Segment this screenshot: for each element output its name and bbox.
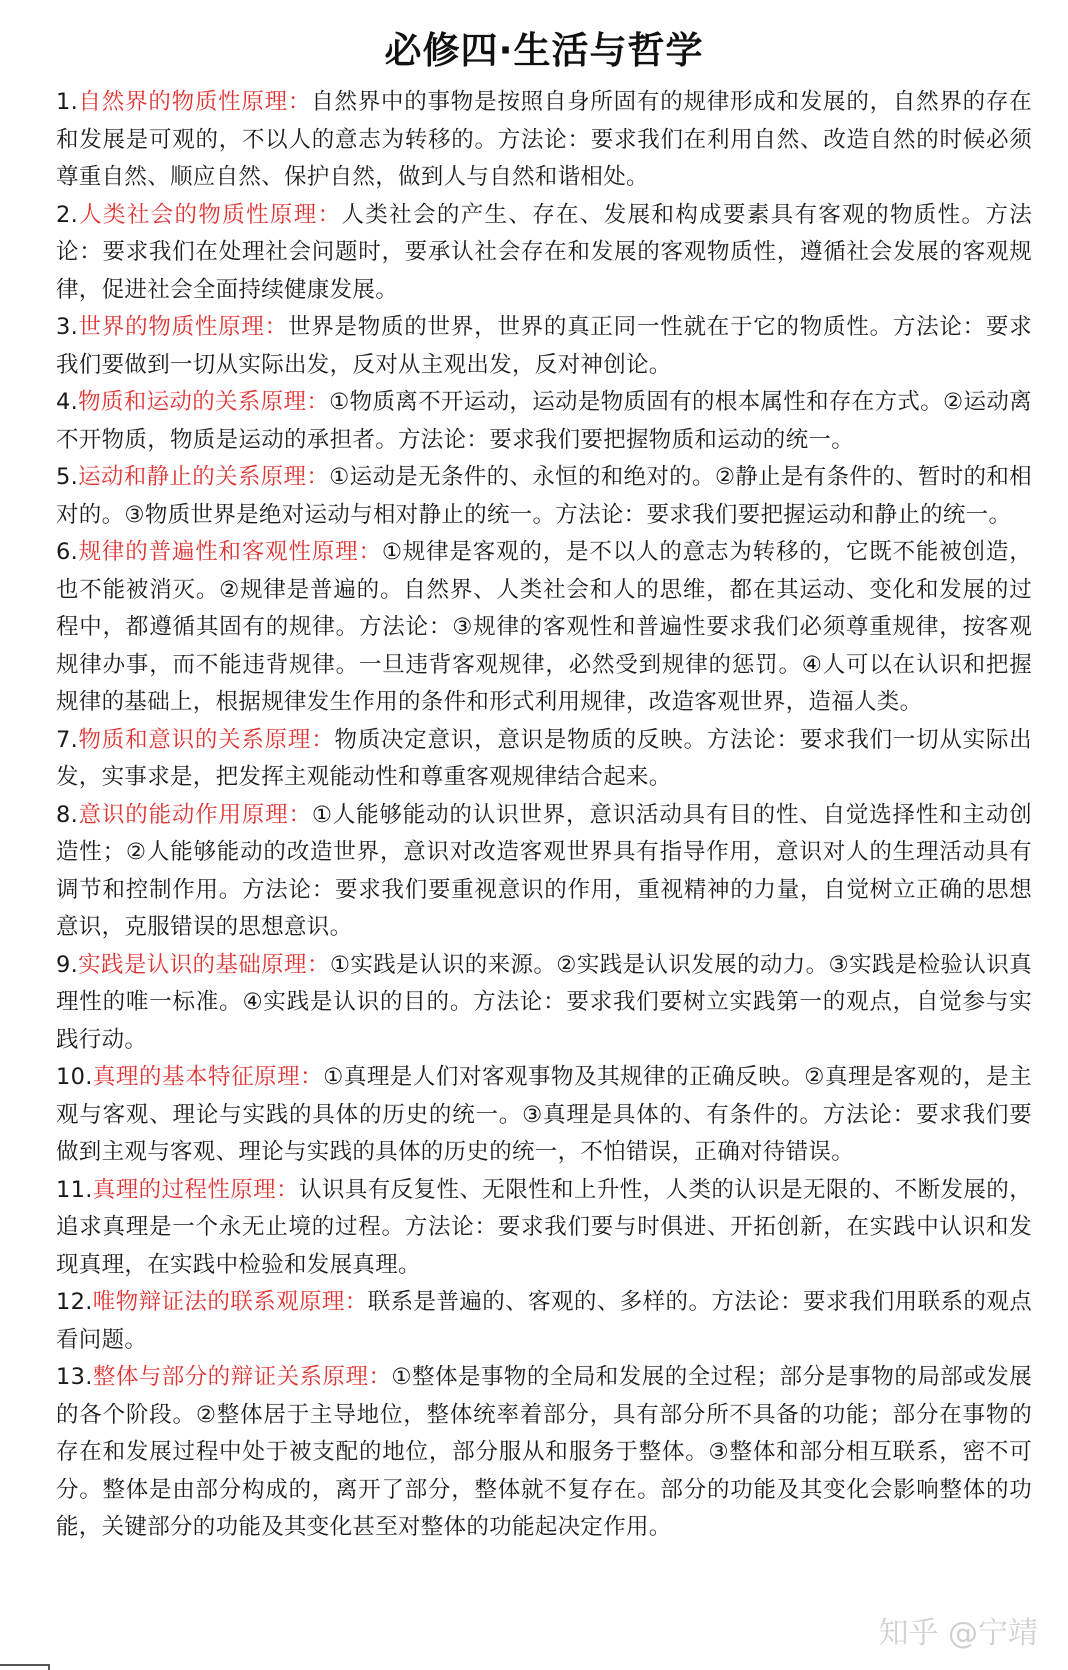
page-corner-mark (0, 1664, 50, 1670)
principle-item (56, 722, 1032, 797)
principle-item (56, 309, 1032, 384)
principle-number: 7. (56, 726, 79, 753)
principle-heading: 自然界的物质性原理： (78, 89, 312, 115)
principle-number: 6. (56, 539, 79, 565)
principle-number: 5. (56, 464, 79, 490)
principle-item (56, 84, 1032, 197)
principle-number: 2. (56, 201, 79, 228)
principle-text: ①规律是客观的，是不以人的意志为转移的，它既不能被创造，也不能被消灭。②规律是普遍的。自然界、人类社会和人的思维，都在其运动、变化和发展的过程中，都遵循其固有的规律。方法论：③规律的客观性和普遍性要求我们必须尊重规律，按客观规律办事，而不能违背规律。一旦违背客观规律，必然受到规律的惩罚。④人可以在认识和把握规律的基础上，根据规律发生作用的条件和形式利用规律，改造客观世界，造福人类。 (56, 539, 1033, 715)
principle-text: 物质决定意识，意识是物质的反映。方法论：要求我们一切从实际出发，实事求是，把发挥主观能动性和尊重客观规律结合起来。 (56, 726, 1032, 790)
principle-item (56, 947, 1032, 1060)
principle-text: ①真理是人们对客观事物及其规律的正确反映。②真理是客观的，是主观与客观、理论与实践的具体的历史的统一。③真理是具体的、有条件的。方法论：要求我们要做到主观与客观、理论与实践的具体的历史的统一，不怕错误，正确对待错误。 (56, 1064, 1032, 1165)
page-title: 必修四·生活与哲学 (384, 29, 704, 72)
principle-text: 自然界中的事物是按照自身所固有的规律形成和发展的，自然界的存在和发展是可观的，不以人的意志为转移的。方法论：要求我们在利用自然、改造自然的时候必须尊重自然、顺应自然、保护自然，做到人与自然和谐相处。 (56, 89, 1032, 190)
principle-heading: 人类社会的物质性原理： (78, 201, 342, 228)
principle-heading: 真理的基本特征原理： (92, 1064, 324, 1090)
principle-item (56, 534, 1032, 722)
principle-heading: 唯物辩证法的联系观原理： (92, 1289, 368, 1315)
principle-number: 11. (56, 1176, 93, 1203)
principle-heading: 真理的过程性原理： (92, 1176, 299, 1203)
principle-item (56, 1059, 1032, 1172)
principle-item (56, 1359, 1032, 1547)
principle-item (56, 197, 1032, 310)
principle-text: 认识具有反复性、无限性和上升性，人类的认识是无限的、不断发展的，追求真理是一个永无止境的过程。方法论：要求我们要与时俱进、开拓创新，在实践中认识和发现真理，在实践中检验和发展真理。 (56, 1176, 1033, 1278)
principle-item (56, 384, 1032, 459)
principle-heading: 物质和意识的关系原理： (78, 726, 335, 753)
principle-heading: 运动和静止的关系原理： (78, 464, 330, 490)
principle-text: 联系是普遍的、客观的、多样的。方法论：要求我们用联系的观点看问题。 (56, 1289, 1032, 1353)
principle-heading: 物质和运动的关系原理： (78, 389, 330, 415)
principle-heading: 规律的普遍性和客观性原理： (78, 539, 382, 565)
principle-text: ①运动是无条件的、永恒的和绝对的。②静止是有条件的、暂时的和相对的。③物质世界是绝对运动与相对静止的统一。方法论：要求我们要把握运动和静止的统一。 (56, 464, 1032, 528)
principle-item (56, 797, 1032, 947)
principle-heading: 世界的物质性原理： (78, 314, 288, 340)
principle-number: 1. (56, 89, 79, 115)
principle-number: 13. (56, 1364, 93, 1390)
principle-text: ①物质离不开运动，运动是物质固有的根本属性和存在方式。②运动离不开物质，物质是运动的承担者。方法论：要求我们要把握物质和运动的统一。 (56, 389, 1032, 453)
principle-heading: 意识的能动作用原理： (78, 801, 312, 828)
principle-number: 8. (56, 801, 79, 828)
principle-number: 9. (56, 951, 79, 978)
principle-text: 世界是物质的世界，世界的真正同一性就在于它的物质性。方法论：要求我们要做到一切从实际出发，反对从主观出发，反对神创论。 (56, 314, 1033, 378)
principle-number: 12. (56, 1289, 93, 1315)
principle-text: 人类社会的产生、存在、发展和构成要素具有客观的物质性。方法论：要求我们在处理社会问题时，要承认社会存在和发展的客观物质性，遵循社会发展的客观规律，促进社会全面持续健康发展。 (56, 201, 1032, 303)
principle-text: ①实践是认识的来源。②实践是认识发展的动力。③实践是检验认识真理性的唯一标准。④实践是认识的目的。方法论：要求我们要树立实践第一的观点，自觉参与实践行动。 (56, 951, 1032, 1053)
principle-item (56, 1284, 1032, 1359)
principle-number: 4. (56, 389, 79, 415)
watermark: 知乎 @宁靖 (878, 1616, 1038, 1651)
principle-number: 10. (56, 1064, 93, 1090)
principle-heading: 实践是认识的基础原理： (78, 951, 330, 978)
principle-item (56, 459, 1032, 534)
principle-text: ①人能够能动的认识世界，意识活动具有目的性、自觉选择性和主动创造性；②人能够能动的改造世界，意识对改造客观世界具有指导作用，意识对人的生理活动具有调节和控制作用。方法论：要求我们要重视意识的作用，重视精神的力量，自觉树立正确的思想意识，克服错误的思想意识。 (56, 801, 1032, 940)
principle-number: 3. (56, 314, 79, 340)
principle-heading: 整体与部分的辩证关系原理： (92, 1364, 392, 1390)
principle-item (56, 1172, 1032, 1285)
principle-list (56, 84, 1032, 1547)
principle-text: ①整体是事物的全局和发展的全过程；部分是事物的局部或发展的各个阶段。②整体居于主导地位，整体统率着部分，具有部分所不具备的功能；部分在事物的存在和发展过程中处于被支配的地位，部分服从和服务于整体。③整体和部分相互联系，密不可分。整体是由部分构成的，离开了部分，整体就不复存在。部分的功能及其变化会影响整体的功能，关键部分的功能及其变化甚至对整体的功能起决定作用。 (56, 1364, 1032, 1540)
